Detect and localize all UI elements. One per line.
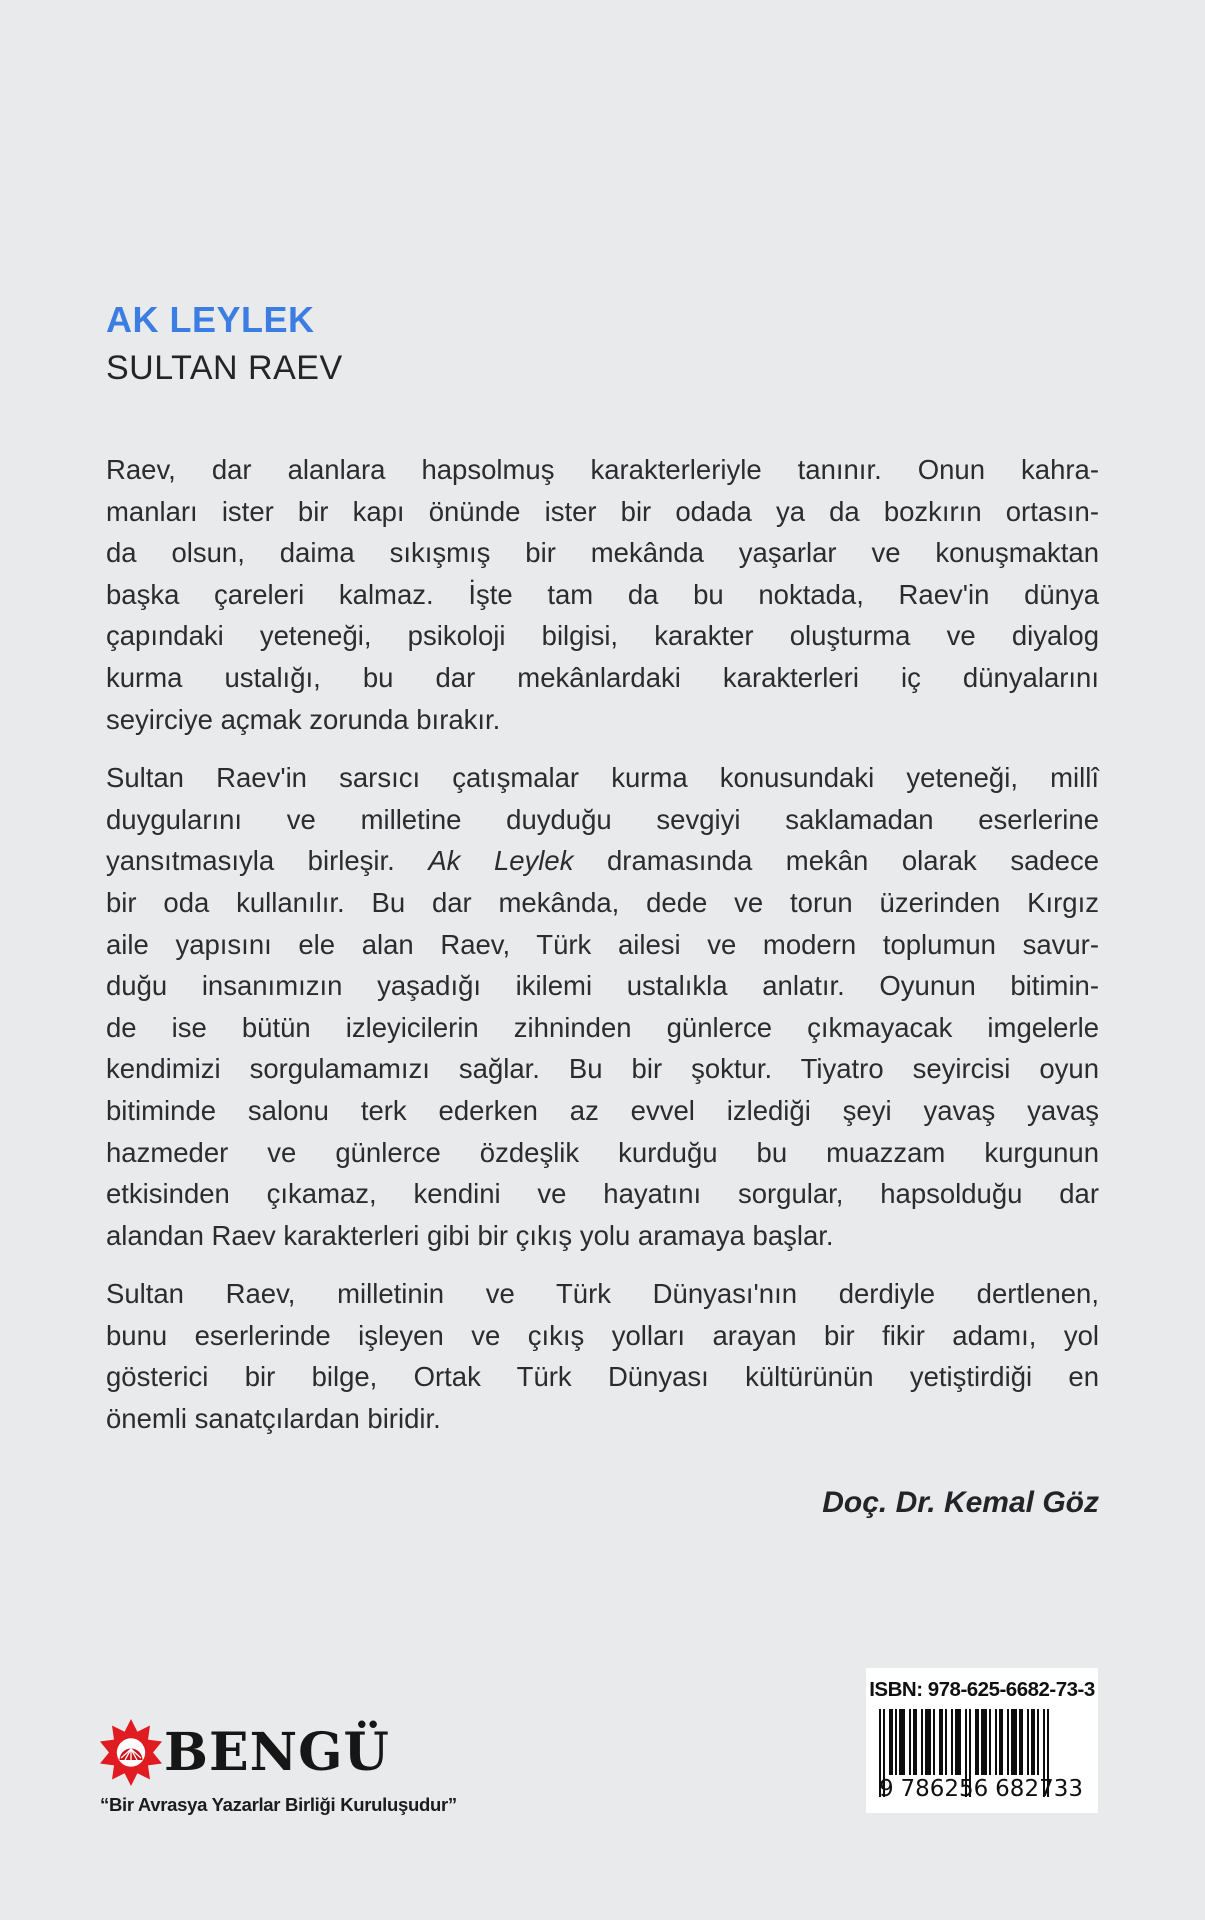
- isbn-block: [866, 1668, 1098, 1813]
- barcode-bar: [999, 1709, 1003, 1775]
- blurb-line: etkisinden çıkamaz, kendini ve hayatını sorgular, hapsolduğu dar: [106, 1178, 1099, 1210]
- publisher-block: [100, 1718, 457, 1816]
- barcode-bar: [945, 1709, 947, 1775]
- barcode-digit-group: 786256: [900, 1775, 989, 1802]
- barcode-digit-group: 682733: [995, 1775, 1083, 1802]
- barcode-digit-group: 9: [879, 1775, 894, 1802]
- barcode-bar: [899, 1709, 905, 1775]
- blurb-line: bunu eserlerinde işleyen ve çıkış yolları arayan bir fikir adamı, yol: [106, 1319, 1099, 1351]
- barcode-bar: [1031, 1709, 1035, 1775]
- publisher-logo: [100, 1718, 390, 1788]
- isbn-number: ISBN: 978-625-6682-73-3: [869, 1678, 1095, 1701]
- barcode-bar: [1011, 1709, 1017, 1775]
- blurb-line: duğu insanımızın yaşadığı ikilemi ustalıkla anlatır. Oyunun bitimin-: [106, 970, 1099, 1002]
- endorsement-author: Doç. Dr. Kemal Göz: [822, 1485, 1099, 1519]
- book-title: AK LEYLEK: [106, 299, 315, 340]
- barcode-bar: [955, 1709, 961, 1775]
- blurb-line: Sultan Raev, milletinin ve Türk Dünyası'nın derdiyle dertlenen,: [106, 1278, 1099, 1310]
- blurb-line: çapındaki yeteneği, psikoloji bilgisi, karakter oluşturma ve diyalog: [106, 620, 1099, 652]
- barcode-bar: [909, 1709, 911, 1775]
- blurb-line: bitiminde salonu terk ederken az evvel izlediği şeyi yavaş yavaş: [106, 1094, 1099, 1126]
- blurb-paragraph-1: [106, 449, 1099, 740]
- barcode-bar: [981, 1709, 987, 1775]
- barcode-digits: [879, 1775, 1085, 1802]
- blurb-line: de ise bütün izleyicilerin zihninden günlerce çıkmayacak imgelerle: [106, 1011, 1099, 1043]
- barcode-bar: [939, 1709, 943, 1775]
- barcode-bar: [933, 1709, 935, 1775]
- blurb-line: önemli sanatçılardan biridir.: [106, 1403, 441, 1435]
- blurb-paragraph-2: [106, 757, 1099, 1256]
- blurb-line: manları ister bir kapı önünde ister bir odada ya da bozkırın ortasın-: [106, 495, 1099, 527]
- barcode-bar: [913, 1709, 917, 1775]
- blurb-line: bir oda kullanılır. Bu dar mekânda, dede ve torun üzerinden Kırgız: [106, 886, 1099, 918]
- barcode-bar: [895, 1709, 897, 1775]
- barcode-bar: [921, 1709, 923, 1775]
- blurb-line: Sultan Raev'in sarsıcı çatışmalar kurma konusundaki yeteneği, millî: [106, 762, 1099, 794]
- blurb-line: gösterici bir bilge, Ortak Türk Dünyası kültürünün yetiştirdiği en: [106, 1361, 1099, 1393]
- bengu-star-icon: [100, 1718, 162, 1788]
- blurb-line: kendimizi sorgulamamızı sağlar. Bu bir şoktur. Tiyatro seyircisi oyun: [106, 1053, 1099, 1085]
- barcode-bar: [1019, 1709, 1023, 1775]
- barcode-bar: [1007, 1709, 1009, 1775]
- blurb-line: Raev, dar alanlara hapsolmuş karakterleriyle tanınır. Onun kahra-: [106, 454, 1099, 485]
- barcode-bar: [925, 1709, 931, 1775]
- blurb-line: başka çareleri kalmaz. İşte tam da bu noktada, Raev'in dünya: [106, 578, 1099, 610]
- blurb-line: da olsun, daima sıkışmış bir mekânda yaşarlar ve konuşmaktan: [106, 537, 1099, 569]
- blurb-line: yansıtmasıyla birleşir. Ak Leylek dramasında mekân olarak sadece: [106, 845, 1099, 877]
- blurb-line: hazmeder ve günlerce özdeşlik kurduğu bu muazzam kurgunun: [106, 1136, 1099, 1168]
- blurb: [106, 449, 1099, 1523]
- barcode-bar: [889, 1709, 893, 1775]
- publisher-tagline: “Bir Avrasya Yazarlar Birliği Kuruluşudur”: [100, 1794, 457, 1815]
- blurb-line: seyirciye açmak zorunda bırakır.: [106, 703, 501, 735]
- blurb-line: alandan Raev karakterleri gibi bir çıkış yolu aramaya başlar.: [106, 1219, 834, 1251]
- book-author: SULTAN RAEV: [106, 349, 343, 387]
- publisher-name: BENGÜ: [164, 1722, 390, 1783]
- barcode-bar: [995, 1709, 997, 1775]
- barcode-bar: [951, 1709, 953, 1775]
- blurb-paragraph-3: [106, 1273, 1099, 1439]
- barcode-bar: [1037, 1709, 1039, 1775]
- blurb-line: aile yapısını ele alan Raev, Türk ailesi ve modern toplumun savur-: [106, 928, 1099, 960]
- barcode-bar: [975, 1709, 979, 1775]
- cover-content: [106, 0, 1099, 1523]
- barcode: [879, 1709, 1085, 1801]
- barcode-bar: [989, 1709, 991, 1775]
- blurb-line: kurma ustalığı, bu dar mekânlardaki karakterleri iç dünyalarını: [106, 661, 1099, 693]
- blurb-line: duygularını ve milletine duyduğu sevgiyi saklamadan eserlerine: [106, 803, 1099, 835]
- barcode-bar: [1027, 1709, 1029, 1775]
